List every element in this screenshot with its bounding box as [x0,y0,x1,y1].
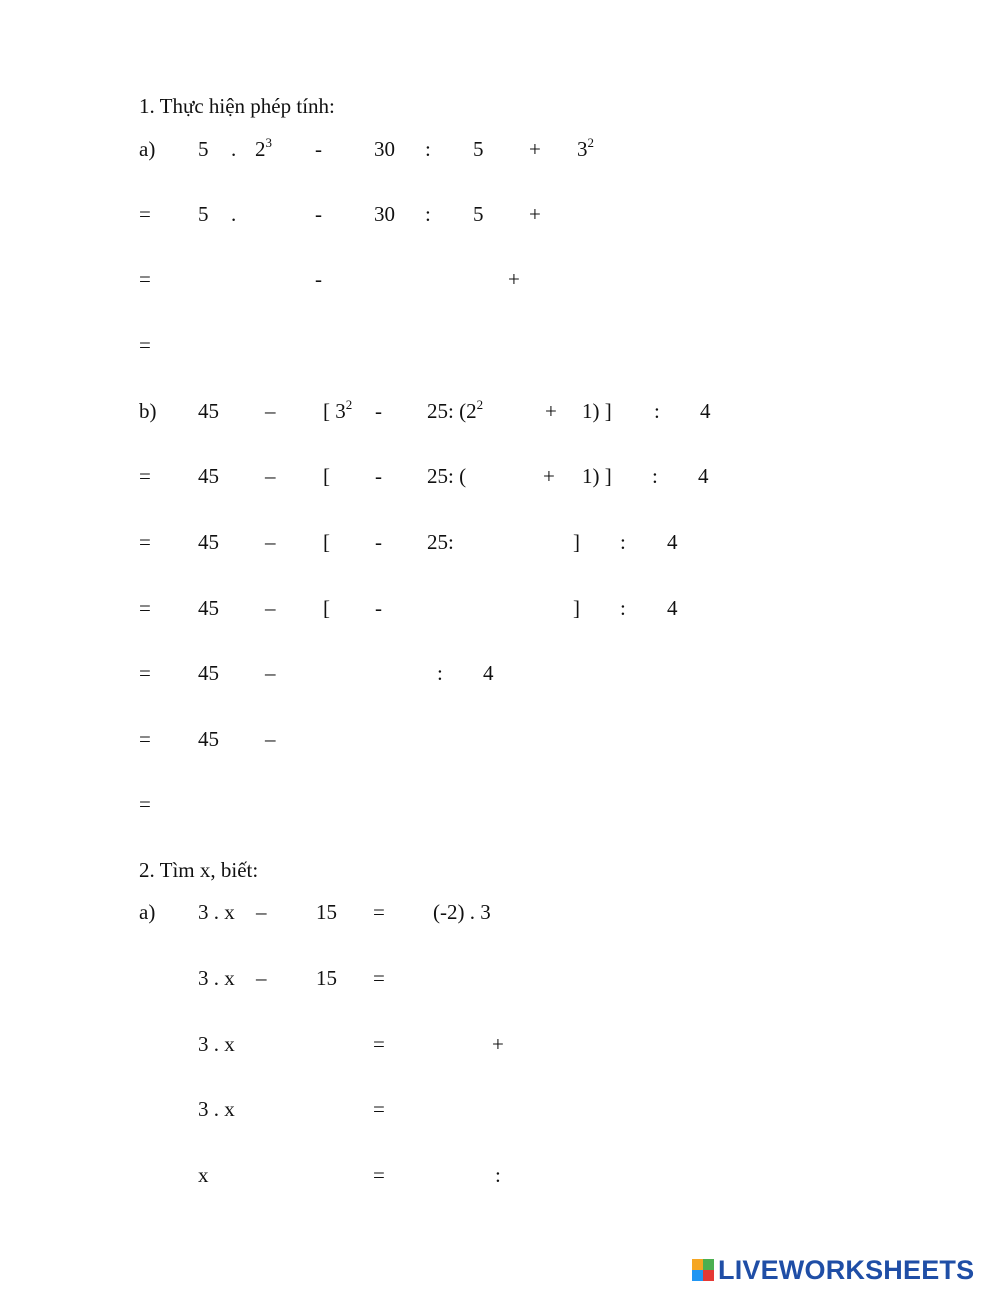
equals-sign: = [139,464,151,488]
operator: - [375,399,382,423]
term: 3 . x [198,1032,235,1056]
number: 45 [198,661,219,685]
operator: - [315,137,322,161]
number: 5 [473,137,484,161]
base: 3 [577,137,588,161]
base: 2 [255,137,266,161]
operator: + [529,137,541,161]
equals-sign: = [373,900,385,924]
bracket: [ [323,464,330,488]
equals-sign: = [373,1097,385,1121]
number: 4 [667,530,678,554]
number: 5 [198,137,209,161]
number: 5 [473,202,484,226]
number: 4 [667,596,678,620]
division-term: 25: [427,530,454,554]
equals-sign: = [373,1163,385,1187]
equals-sign: = [139,792,151,816]
operator: - [315,267,322,291]
operator: : [652,464,658,488]
logo-text: LIVEWORKSHEETS [718,1254,975,1285]
operator: – [265,727,276,751]
operator: – [265,596,276,620]
operator: + [508,267,520,291]
operator: . [231,137,237,161]
exponent: 2 [476,397,484,412]
part-label: b) [139,399,157,423]
operator: - [315,202,322,226]
number: 45 [198,530,219,554]
number: 15 [316,900,337,924]
equals-sign: = [139,333,151,357]
operator: : [620,530,626,554]
term: 3 . x [198,900,235,924]
bracket: [ [323,530,330,554]
exponent: 3 [265,135,272,150]
equals-sign: = [139,202,151,226]
operator: - [375,464,382,488]
operator: – [265,530,276,554]
operator: : [425,202,431,226]
number: 45 [198,399,219,423]
power-term [577,135,594,161]
term: 3 . x [198,966,235,990]
operator: . [231,202,237,226]
number: 45 [198,727,219,751]
operator: : [654,399,660,423]
number: 4 [483,661,494,685]
number: 4 [698,464,709,488]
liveworksheets-logo-icon [692,1259,714,1281]
number: 45 [198,596,219,620]
operator: : [495,1163,501,1187]
equals-sign: = [139,596,151,620]
division-term: 25: ( [427,464,467,488]
bracket: ] [573,596,580,620]
number: 1) ] [582,464,612,488]
number: 4 [700,399,711,423]
equals-sign: = [139,661,151,685]
equals-sign: = [139,267,151,291]
operator: : [620,596,626,620]
part-label: a) [139,900,156,924]
operator: + [529,202,541,226]
number: 15 [316,966,337,990]
liveworksheets-logo [692,1256,974,1284]
division-base: 25: (2 [427,399,477,423]
power-term [323,397,353,423]
operator: + [545,399,557,423]
operator: - [375,596,382,620]
number: 30 [374,202,395,226]
number: 30 [374,137,395,161]
number: 45 [198,464,219,488]
term: 3 . x [198,1097,235,1121]
operator: + [543,464,555,488]
operator: : [425,137,431,161]
operator: – [265,399,276,423]
equals-sign: = [373,966,385,990]
section-1-heading: 1. Thực hiện phép tính: [139,94,335,118]
bracket: ] [573,530,580,554]
term: (-2) . 3 [433,900,491,924]
operator: - [375,530,382,554]
equals-sign: = [373,1032,385,1056]
operator: : [437,661,443,685]
power-term [255,135,272,161]
part-label: a) [139,137,156,161]
exponent: 2 [587,135,594,150]
exponent: 2 [345,397,353,412]
power-term [427,397,484,423]
section-2-heading: 2. Tìm x, biết: [139,858,259,882]
equals-sign: = [139,530,151,554]
operator: – [265,661,276,685]
number: 1) ] [582,399,612,423]
number: 5 [198,202,209,226]
operator: + [492,1032,504,1056]
bracket: [ [323,596,330,620]
operator: – [256,966,267,990]
bracket-base: [ 3 [323,399,346,423]
operator: – [265,464,276,488]
equals-sign: = [139,727,151,751]
operator: – [256,900,267,924]
variable: x [198,1163,209,1187]
